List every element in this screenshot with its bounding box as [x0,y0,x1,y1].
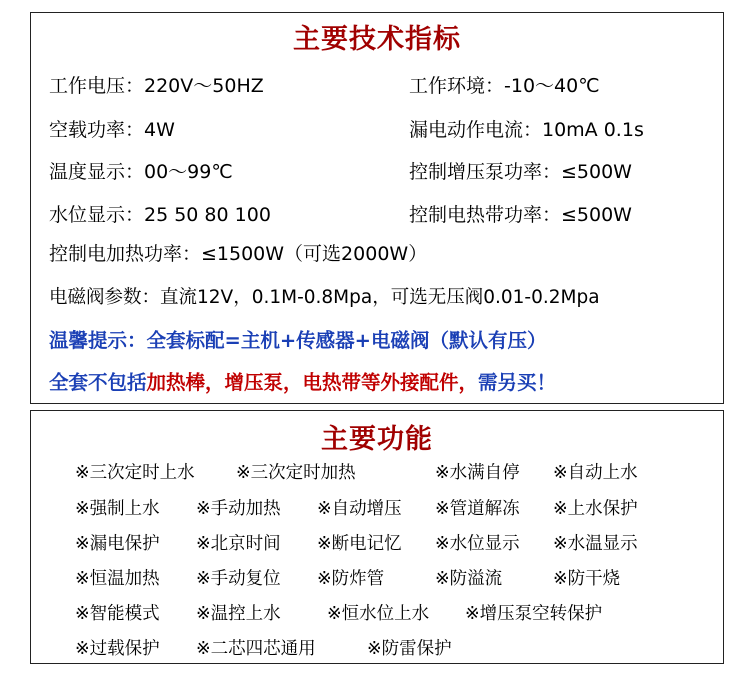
function-item: ※防溢流 [435,569,503,589]
spec-idle-power: 空载功率：4W [49,119,175,141]
spec-solenoid-valve: 电磁阀参数：直流12V，0.1M-0.8Mpa，可选无压阀0.01-0.2Mpa [49,287,600,308]
spec-pump-power: 控制增压泵功率：≤500W [409,161,632,183]
spec-leakage-current: 漏电动作电流：10mA 0.1s [409,119,644,141]
notice-suffix: 需另买！ [478,371,557,394]
function-item: ※水温显示 [553,534,638,554]
function-item: ※手动加热 [196,499,281,519]
function-item: ※防干烧 [553,569,621,589]
spec-working-voltage: 工作电压：220V～50HZ [49,75,264,97]
function-item: ※上水保护 [553,499,638,519]
function-item: ※恒水位上水 [327,604,430,624]
function-item: ※增压泵空转保护 [465,604,603,624]
function-item: ※强制上水 [75,499,160,519]
function-item: ※智能模式 [75,604,160,624]
spec-title: 主要技术指标 [293,24,461,55]
spec-working-environment: 工作环境：-10～40℃ [409,75,600,97]
spec-panel [30,12,724,404]
function-item: ※断电记忆 [317,534,402,554]
function-item: ※防炸管 [317,569,385,589]
function-item: ※管道解冻 [435,499,520,519]
notice-highlight: 加热棒，增压泵，电热带等外接配件， [146,371,479,394]
spec-heater-power: 控制电加热功率：≤1500W（可选2000W） [49,243,428,265]
function-item: ※北京时间 [196,534,281,554]
functions-title: 主要功能 [321,424,433,455]
function-item: ※水满自停 [435,463,520,483]
tip-standard-package: 温馨提示：全套标配=主机+传感器+电磁阀（默认有压） [49,329,547,352]
function-item: ※漏电保护 [75,534,160,554]
functions-panel [30,410,724,664]
function-item: ※恒温加热 [75,569,160,589]
function-item: ※手动复位 [196,569,281,589]
function-item: ※二芯四芯通用 [196,639,316,659]
function-item: ※三次定时加热 [236,463,356,483]
notice-not-included [49,367,556,395]
notice-prefix: 全套不包括 [49,371,147,394]
function-item: ※三次定时上水 [75,463,195,483]
spec-water-level-display: 水位显示：25 50 80 100 [49,204,271,226]
spec-heat-tape-power: 控制电热带功率：≤500W [409,204,632,226]
function-item: ※过载保护 [75,639,160,659]
function-item: ※水位显示 [435,534,520,554]
function-item: ※自动增压 [317,499,402,519]
function-item: ※防雷保护 [367,639,452,659]
function-item: ※自动上水 [553,463,638,483]
spec-temperature-display: 温度显示：00～99℃ [49,161,233,183]
function-item: ※温控上水 [196,604,281,624]
